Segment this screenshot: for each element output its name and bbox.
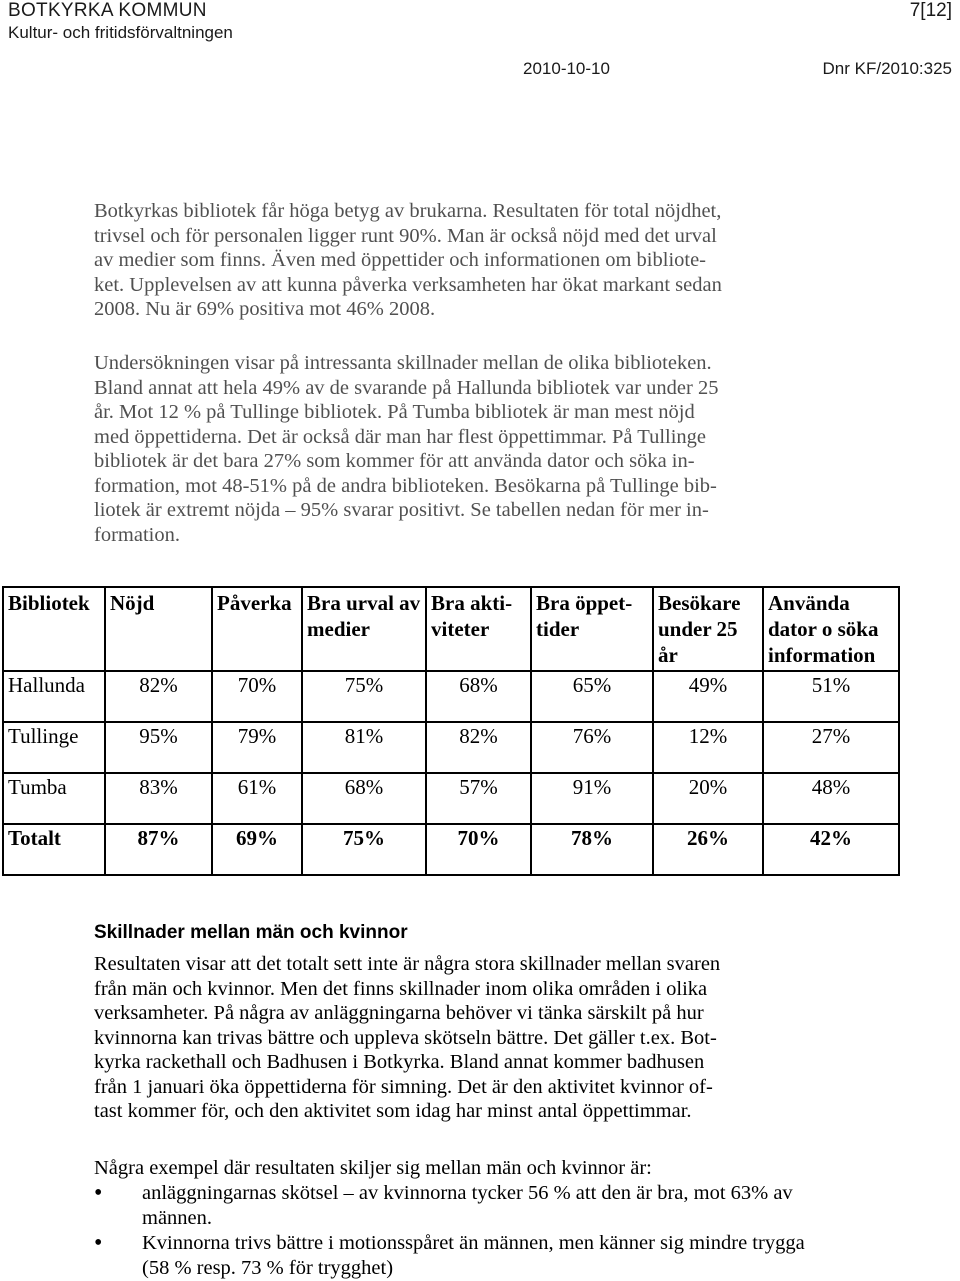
header-date: 2010-10-10 [523,59,610,78]
table-cell: 95% [105,722,212,773]
paragraph-line: 2008. Nu är 69% positiva mot 46% 2008. [94,298,436,320]
column-header: Bra akti- viteter [426,587,531,671]
table-cell: 69% [212,824,302,875]
header-department: Kultur- och fritidsförvaltningen [8,23,233,42]
list-item: • anläggningarnas skötsel – av kvinnorna tycker 56 % att den är bra, mot 63% av männen. [94,1181,814,1231]
table-cell: 49% [653,671,763,722]
table-cell: 61% [212,773,302,824]
paragraph-differences [94,351,826,547]
table-cell: 51% [763,671,899,722]
paragraph-line: ket. Upplevelsen av att kunna påverka verksamheten har ökat markant sedan [94,273,722,296]
table-cell: 78% [531,824,653,875]
table-cell: 76% [531,722,653,773]
paragraph-line: verksamheter. På några av anläggningarna behöver vi tänka särskilt på hur [94,1002,704,1024]
table-cell: Tumba [3,773,105,824]
paragraph-line: kvinnorna kan trivas bättre och uppleva skötseln bättre. Det gäller t.ex. Bot- [94,1026,717,1049]
table-row [3,722,899,773]
table-cell: 83% [105,773,212,824]
table-cell: 42% [763,824,899,875]
column-header: Bra urval av medier [302,587,426,671]
table-cell: 12% [653,722,763,773]
table-cell: 26% [653,824,763,875]
paragraph-line: Undersökningen visar på intressanta skillnader mellan de olika biblioteken. [94,352,712,374]
paragraph-line: år. Mot 12 % på Tullinge bibliotek. På Tumba bibliotek är man mest nöjd [94,401,695,423]
table-row-total [3,824,899,875]
column-header: Påverka [212,587,302,671]
table-cell: 68% [426,671,531,722]
table-cell: Hallunda [3,671,105,722]
paragraph-examples-intro: Några exempel där resultaten skiljer sig mellan män och kvinnor är: [94,1157,652,1179]
paragraph-line: Bland annat att hela 49% av de svarande på Hallunda bibliotek var under 25 [94,376,719,399]
column-header: Nöjd [105,587,212,671]
paragraph-line: av medier som finns. Även med öppettider och informationen om bibliote- [94,249,707,271]
paragraph-line: Botkyrkas bibliotek får höga betyg av brukarna. Resultaten för total nöjdhet, [94,200,722,222]
table-cell: 81% [302,722,426,773]
table-header-row [3,587,899,671]
table-cell: 70% [426,824,531,875]
table-cell: 75% [302,824,426,875]
table-cell: 91% [531,773,653,824]
table-cell: 75% [302,671,426,722]
paragraph-gender-differences [94,952,814,1124]
column-header: Bra öppet- tider [531,587,653,671]
paragraph-line: från 1 januari öka öppettiderna för simning. Det är den aktivitet kvinnor of- [94,1075,713,1098]
table-cell: 82% [105,671,212,722]
column-header: Använda dator o söka information [763,587,899,671]
table-row [3,671,899,722]
column-header: Bibliotek [3,587,105,671]
table-cell: 65% [531,671,653,722]
examples-list [94,1181,814,1281]
table-cell: Totalt [3,824,105,875]
paragraph-summary [94,199,834,322]
paragraph-line: bibliotek är det bara 27% som kommer för att använda dator och söka in- [94,450,695,472]
table-cell: 82% [426,722,531,773]
header-page-number: 7[12] [909,0,952,21]
table-cell: 70% [212,671,302,722]
table-cell: 68% [302,773,426,824]
paragraph-line: från män och kvinnor. Men det finns skillnader inom olika områden i olika [94,977,708,1000]
paragraph-line: liotek är extremt nöjda – 95% svarar positivt. Se tabellen nedan för mer in- [94,499,709,521]
paragraph-line: formation, mot 48-51% på de andra biblioteken. Besökarna på Tullinge bib- [94,474,717,497]
header-reference-number: Dnr KF/2010:325 [822,59,952,78]
paragraph-line: med öppettiderna. Det är också där man har flest öppettimmar. På Tullinge [94,425,707,448]
list-item: • Kvinnorna trivs bättre i motionsspåret än männen, men känner sig mindre trygga (58 % resp. 73 % för trygghet) [94,1231,814,1281]
table-cell: 48% [763,773,899,824]
table-cell: Tullinge [3,722,105,773]
table-cell: 20% [653,773,763,824]
paragraph-line: trivsel och för personalen ligger runt 90%. Man är också nöjd med det urval [94,224,717,247]
table-cell: 57% [426,773,531,824]
paragraph-line: tast kommer för, och den aktivitet som idag har minst antal öppettimmar. [94,1100,692,1122]
library-results-table [2,586,900,876]
table-row [3,773,899,824]
table-cell: 79% [212,722,302,773]
paragraph-line: Resultaten visar att det totalt sett inte är några stora skillnader mellan svaren [94,953,721,975]
paragraph-line: kyrka rackethall och Badhusen i Botkyrka. Bland annat kommer badhusen [94,1051,705,1073]
column-header: Besökare under 25 år [653,587,763,671]
section-heading: Skillnader mellan män och kvinnor [94,922,408,943]
paragraph-line: formation. [94,523,180,546]
table-cell: 87% [105,824,212,875]
header-org: BOTKYRKA KOMMUN [8,0,207,21]
table-cell: 27% [763,722,899,773]
